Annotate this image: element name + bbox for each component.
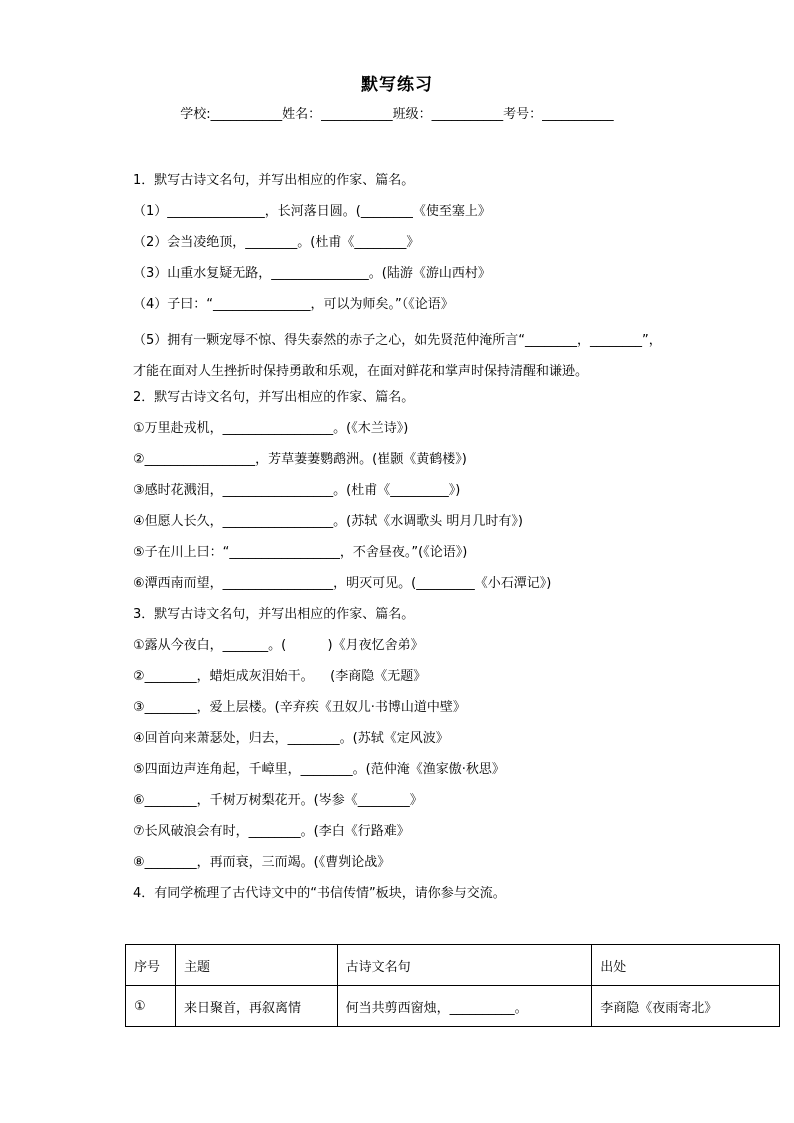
question-3-item-4: ④回首向来萧瑟处，归去，________。(苏轼《定风波》 <box>133 731 449 746</box>
question-1-item-3: （3）山重水复疑无路，_______________。(陆游《游山西村》 <box>133 266 491 281</box>
question-2-item-6: ⑥潭西南而望，_________________，明灭可见。(_________《小石潭记》) <box>133 576 552 591</box>
question-1-item-1: （1）_______________，长河落日圆。(________《使至塞上》 <box>133 204 491 219</box>
table-cell: 李商隐《夜雨寄北》 <box>592 986 780 1027</box>
question-3-item-7: ⑦长风破浪会有时，________。(李白《行路难》 <box>133 824 410 839</box>
student-info-line <box>0 103 794 122</box>
table-cell: 来日聚首，再叙离情 <box>175 986 337 1027</box>
question-3-item-5: ⑤四面边声连角起，千嶂里，________。(范仲淹《渔家傲·秋思》 <box>133 762 505 777</box>
question-2-item-2: ②_________________，芳草萋萋鹦鹉洲。(崔颢《黄鹤楼》) <box>133 452 467 467</box>
question-3-item-6: ⑥________，千树万树梨花开。(岑参《________》 <box>133 793 423 808</box>
question-2-item-5: ⑤子在川上曰：“_________________，不舍昼夜。”(《论语》) <box>133 545 468 560</box>
question-1-item-2: （2）会当凌绝顶，________。(杜甫《________》 <box>133 235 420 250</box>
question-3-item-1: ①露从今夜白，_______。( )《月夜忆舍弟》 <box>133 638 424 653</box>
question-2-item-4: ④但愿人长久，_________________。(苏轼《水调歌头 明月几时有》) <box>133 514 523 529</box>
letters-table <box>125 944 780 1027</box>
question-1-heading: 1．默写古诗文名句，并写出相应的作家、篇名。 <box>133 173 415 188</box>
table-header-cell: 序号 <box>126 945 176 986</box>
question-2-item-1: ①万里赴戎机，_________________。(《木兰诗》) <box>133 421 409 436</box>
page-title: 默写练习 <box>361 75 433 95</box>
question-3-item-2: ②________，蜡炬成灰泪始干。 (李商隐《无题》 <box>133 669 427 684</box>
question-1-item-5: （5）拥有一颗宠辱不惊、得失泰然的赤子之心，如先贤范仲淹所言“________，________”，才能在面对人生挫折时保持勇敢和乐观，在面对鲜花和掌声时保持清醒和谦逊。 <box>133 333 662 379</box>
question-3-heading: 3．默写古诗文名句，并写出相应的作家、篇名。 <box>133 607 415 622</box>
question-3-item-3: ③________，爱上层楼。(辛弃疾《丑奴儿·书博山道中壁》 <box>133 700 466 715</box>
table-cell: 何当共剪西窗烛，__________。 <box>337 986 592 1027</box>
question-4-heading: 4．有同学梳理了古代诗文中的“书信传情”板块，请你参与交流。 <box>133 886 506 901</box>
exercise-content <box>133 170 673 914</box>
table-header-row <box>126 945 780 986</box>
question-2-item-3: ③感时花溅泪，_________________。(杜甫《_________》) <box>133 483 461 498</box>
table-header-cell: 古诗文名句 <box>337 945 592 986</box>
question-3-item-8: ⑧________，再而衰，三而竭。(《曹刿论战》 <box>133 855 391 870</box>
question-1-item-4: （4）子曰：“_______________，可以为师矣。”（《论语》 <box>133 297 454 312</box>
table-header-cell: 出处 <box>592 945 780 986</box>
student-info-text: 学校:___________姓名：___________班级：___________考号：___________ <box>180 107 614 122</box>
table-cell: ① <box>126 986 176 1027</box>
question-2-heading: 2．默写古诗文名句，并写出相应的作家、篇名。 <box>133 390 415 405</box>
table-header-cell: 主题 <box>175 945 337 986</box>
table-row <box>126 986 780 1027</box>
